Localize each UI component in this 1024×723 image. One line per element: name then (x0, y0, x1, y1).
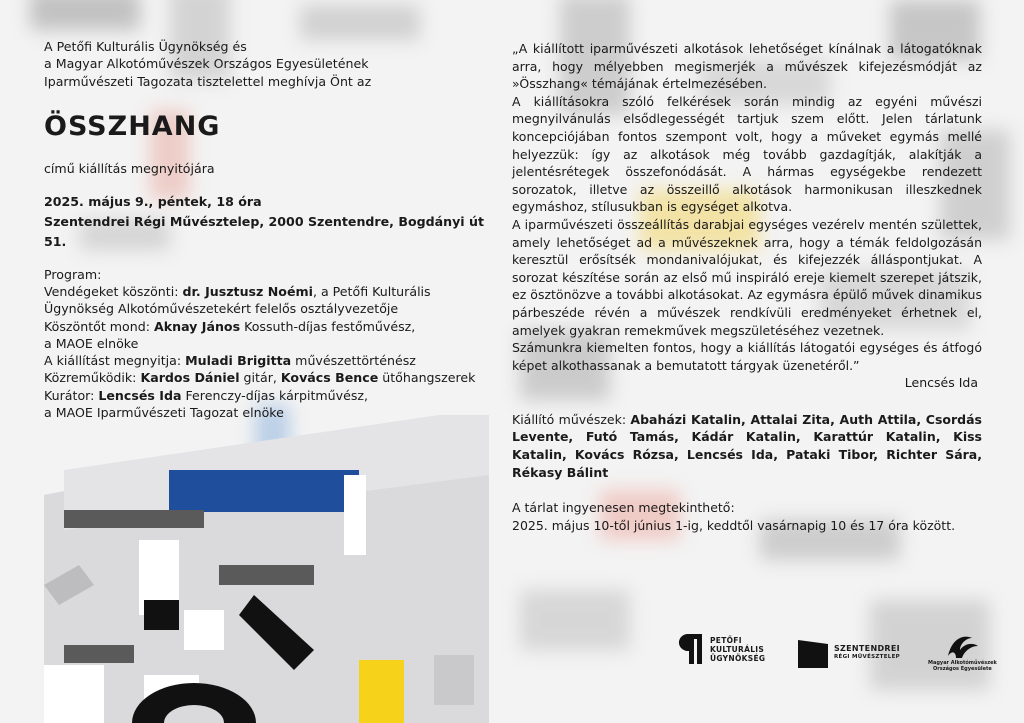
performer-name: Kovács Bence (280, 370, 379, 386)
exhibition-title: ÖSSZHANG (44, 111, 221, 143)
pku-name: ÜGYNÖKSÉG (710, 653, 766, 663)
exhibitors-list (512, 411, 982, 481)
szrm-mark-icon (798, 638, 828, 668)
greeting-name: dr. Jusztusz Noémi (182, 283, 313, 299)
greeting-role: , a Petőfi Kulturális (312, 283, 431, 299)
program-curator (44, 387, 484, 404)
program-opener (44, 352, 484, 369)
visiting-info: A tárlat ingyenesen megtekinthető: (512, 500, 735, 516)
event-date: 2025. május 9., péntek, 18 óra (44, 193, 262, 209)
program-performers (44, 369, 484, 386)
program-greeting (44, 283, 484, 300)
maoe-name: Magyar Alkotóművészek (928, 660, 997, 666)
pku-logo-text (710, 636, 765, 663)
statement-signature: Lencsés Ida (904, 375, 978, 391)
toast-role-cont: a MAOE elnöke (44, 335, 139, 351)
artwork-graphic (44, 415, 489, 723)
curator-role-cont: a MAOE Iparművészeti Tagozat elnöke (44, 405, 284, 420)
curator-label: Kurátor: (44, 387, 99, 403)
geometric-artwork (44, 415, 489, 723)
opener-role: művészettörténész (291, 353, 416, 369)
curator-name: Lencsés Ida (98, 387, 182, 403)
szrm-name: RÉGI MŰVÉSZTELEP (834, 654, 900, 660)
statement-paragraph: A kiállításokra szóló felkérések során mindig az egyéni művészi megnyilvánulás elsődlegességét tartjuk szem előtt. Jelen tárlatunk koncepciójában fontos szempont volt, hogy a műveket egymás mellé helyezzük: így az alkotások még tovább gazdagítják, alakítják a jelentésrétegek összefonódását. A hármas egységekbe rendezett sorozatok, illetve az összeillő alkotások harmonikusan illeszkednek egymáshoz, stílusukban is egységet alkotva. (512, 93, 982, 215)
visiting-dates: 2025. május 10-től június 1-ig, keddtől vasárnapig 10 és 17 óra között. (512, 517, 956, 533)
maoe-name: Országos Egyesülete (933, 666, 992, 672)
org-line: Iparművészeti Tagozata tisztelettel meghívja Önt az (44, 73, 372, 89)
program-toast (44, 318, 484, 335)
statement-column (512, 40, 982, 534)
opener-name: Muladi Brigitta (185, 353, 292, 369)
event-venue: Szentendrei Régi Művésztelep, 2000 Szentendre, Bogdányi út 51. (44, 213, 484, 249)
performer-name: Kardos Dániel (140, 370, 240, 386)
pku-name: PETŐFI (710, 635, 742, 645)
greeting-role-cont: Ügynökség Alkotóművészetekért felelős osztályvezetője (44, 301, 399, 317)
statement-paragraph: A iparművészeti összeállítás darabjai egységes vezérelv mentén születtek, amely lehetőséget ad a művészeknek arra, hogy a témák feldolgozásán keresztül erősítsék mondanivalójukat, és kifejezzék álláspontjukat. A sorozat készítése során az első mű inspiráló ereje kiemelt szerepet játszik, ez ösztönözve a további alkotásokat. Az egymásra épülő művek dinamikus párbeszéde révén a művészek rendkívüli eredményeket érhetnek el, amelyek gyakran remekművek megszületéséhez vezetnek. (512, 216, 982, 338)
org-line: A Petőfi Kulturális Ügynökség és (44, 39, 247, 54)
program-heading: Program: (44, 266, 102, 282)
performers-label: Közreműködik: (44, 370, 141, 386)
event-details (44, 192, 484, 252)
exhibitors-names: Abaházi Katalin, Attalai Zita, Auth Attila, Csordás Levente, Futó Tamás, Kádár Katalin, Karattúr Katalin, Kiss Katalin, Kovács Rózsa, Lencsés Ida, Pataki Tibor, Richter Sára, Rékasy Bálint (512, 411, 982, 480)
exhibitors-label: Kiállító művészek: (512, 411, 631, 427)
toast-role: Kossuth-díjas festőművész, (240, 318, 416, 334)
statement-paragraph: „A kiállított iparművészeti alkotások lehetőséget kínálnak a látogatóknak arra, hogy mélyebben megismerjék a művészek kifejezésmódját az »Összhang« témájának értelmezésében. (512, 41, 982, 92)
toast-label: Köszöntőt mond: (44, 318, 154, 334)
curator-role: Ferenczy-díjas kárpitművész, (181, 387, 369, 403)
szrm-logo (798, 638, 900, 668)
exhibition-subtitle: című kiállítás megnyitójára (44, 161, 215, 177)
szrm-name: SZENTENDREI (834, 644, 900, 653)
greeting-label: Vendégeket köszönti: (44, 283, 183, 299)
statement-paragraph: Számunkra kiemelten fontos, hogy a kiállítás látogatói egységes és átfogó képet alkothassanak a bemutatott tárgyak üzenetéről.” (512, 340, 982, 373)
maoe-mark-icon (942, 632, 982, 660)
pku-logo (678, 632, 765, 666)
opener-label: A kiállítást megnyitja: (44, 353, 186, 369)
performer-role: gitár, (239, 370, 281, 386)
org-line: a Magyar Alkotóművészek Országos Egyesületének (44, 56, 369, 72)
program (44, 266, 484, 422)
toast-name: Aknay János (153, 318, 241, 334)
pku-name: KULTURÁLIS (710, 644, 765, 654)
szrm-logo-text (834, 644, 900, 662)
maoe-logo (928, 632, 997, 672)
performer-role: ütőhangszerek (378, 370, 476, 386)
invitation-column (44, 38, 484, 421)
pku-mark-icon (678, 632, 704, 666)
